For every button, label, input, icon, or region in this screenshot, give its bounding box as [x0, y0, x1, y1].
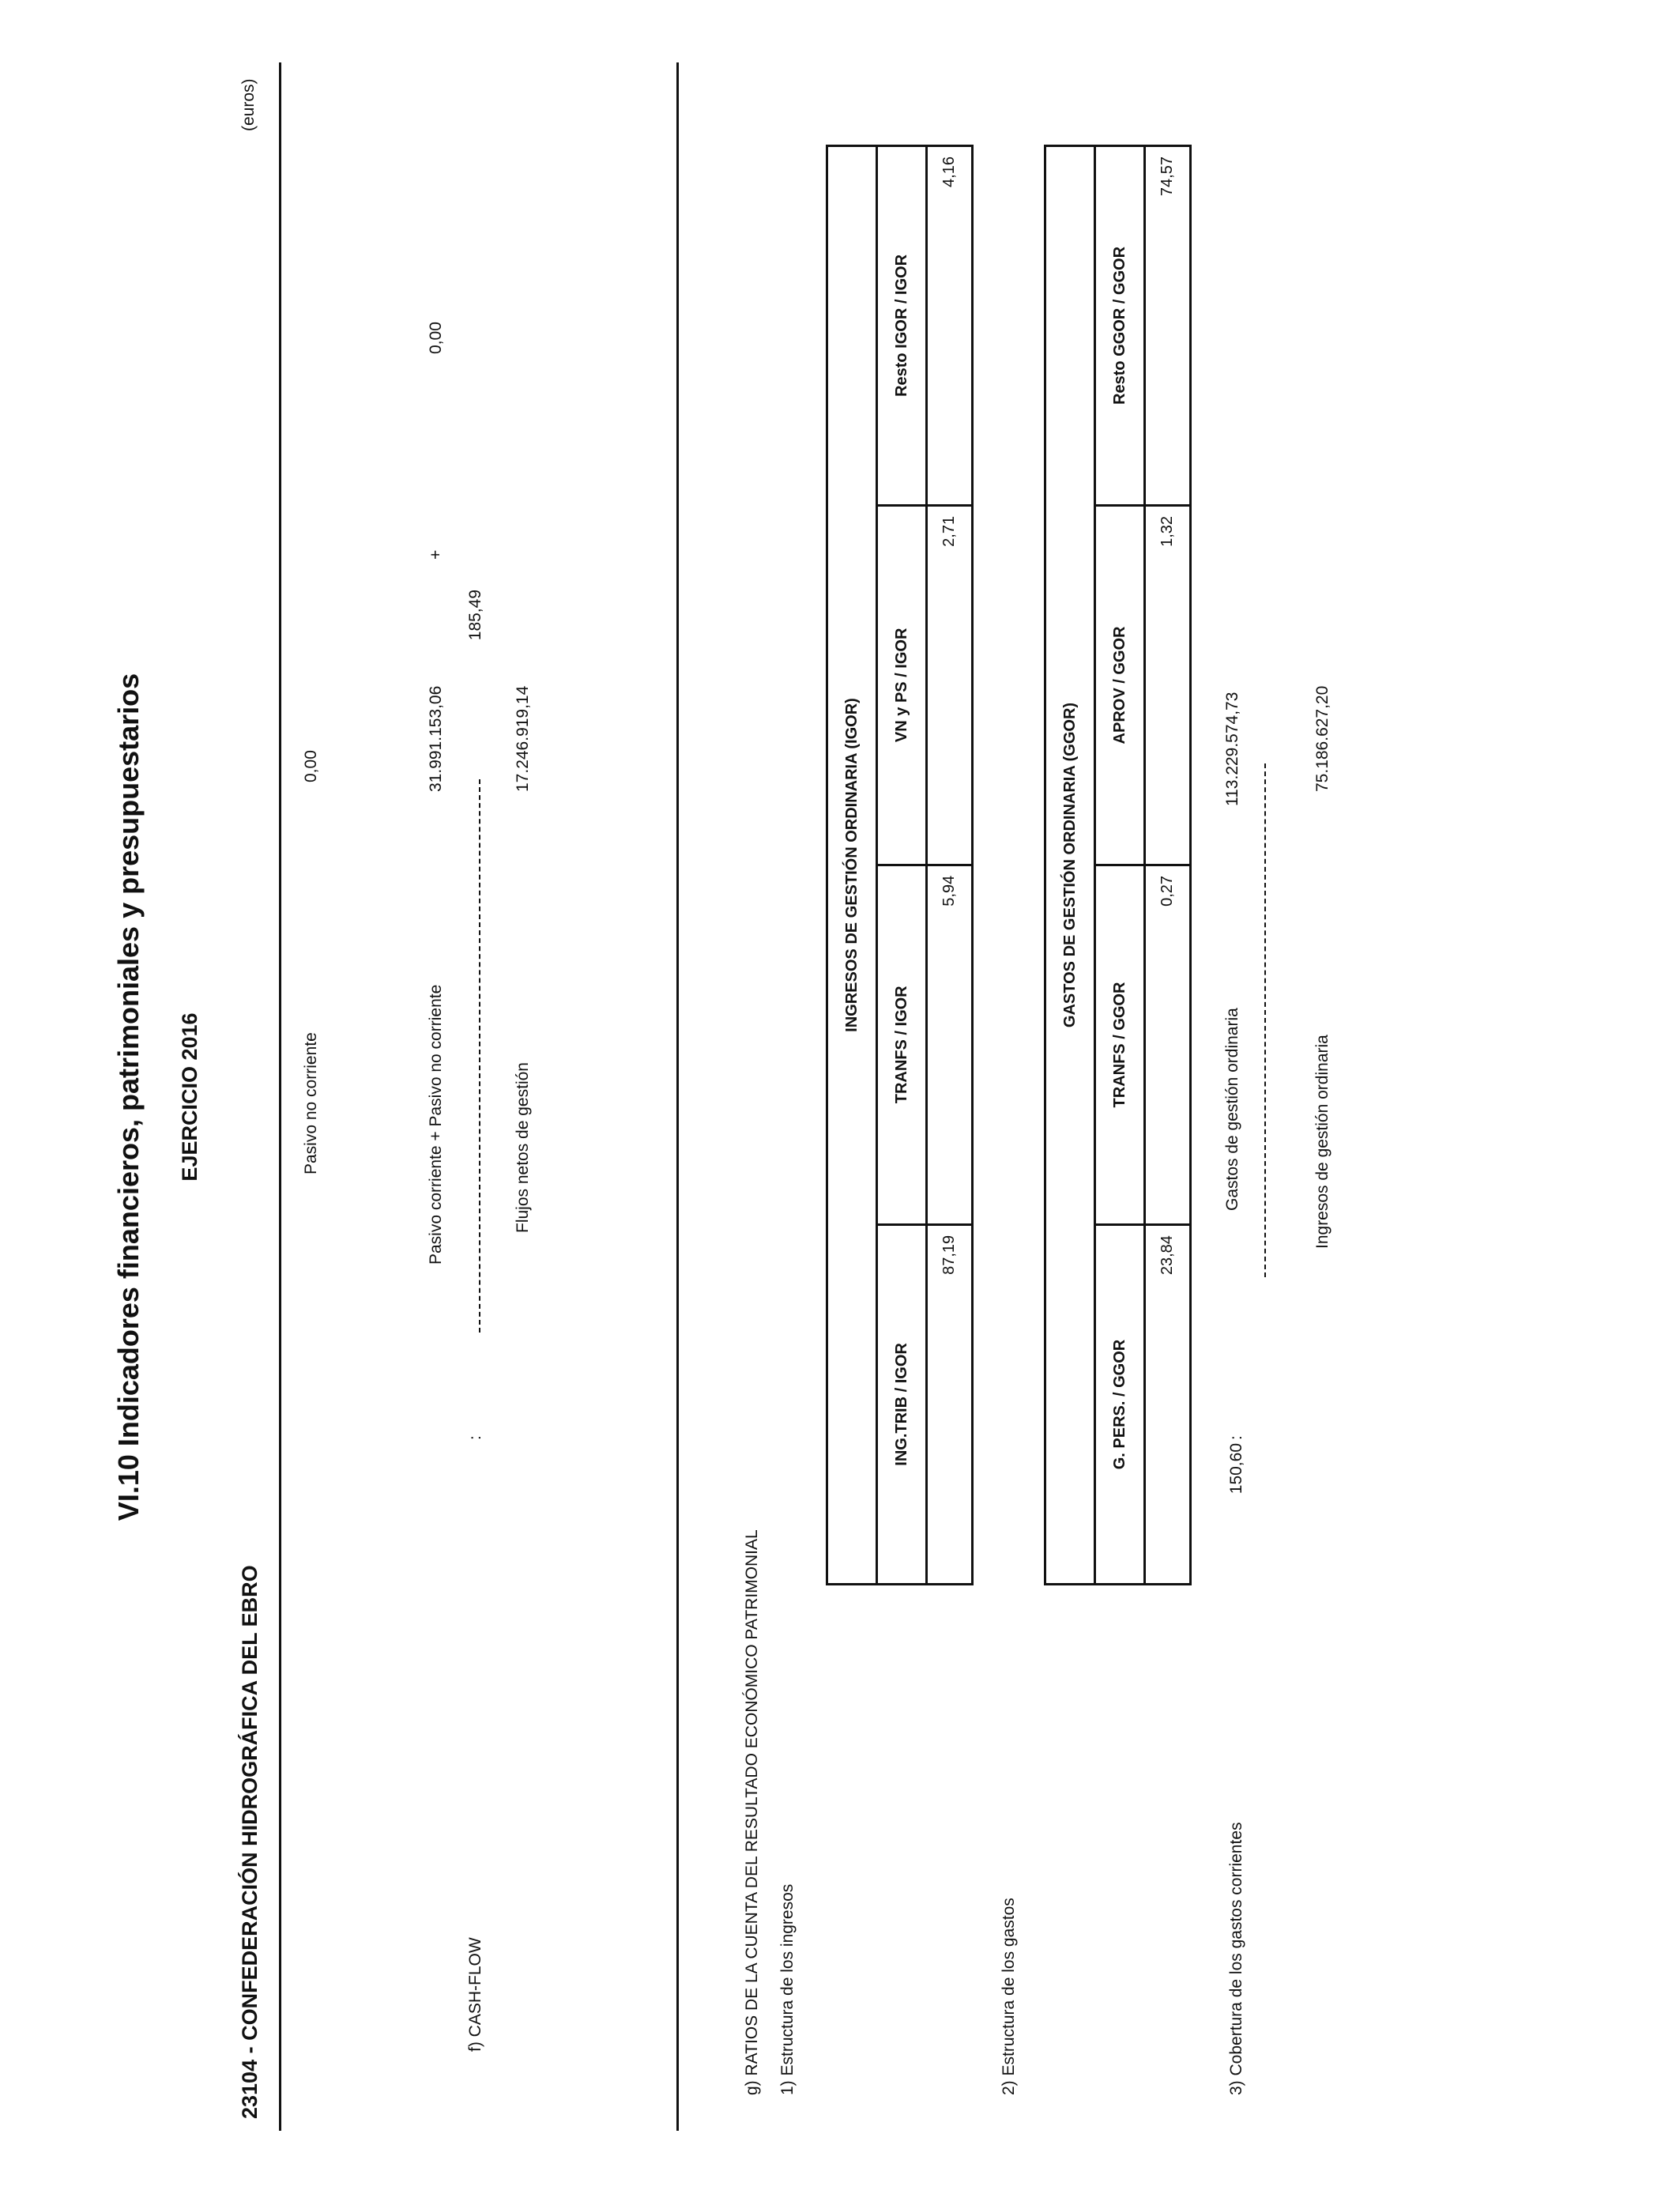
section-rule	[676, 62, 679, 2131]
cash-flow-numerator-label: Pasivo corriente + Pasivo no corriente	[427, 984, 445, 1265]
gastos-header: Resto GGOR / GGOR	[1095, 146, 1145, 506]
ejercicio-label: EJERCICIO 2016	[178, 1012, 202, 1182]
entity-name: 23104 - CONFEDERACIÓN HIDROGRÁFICA DEL EBRO	[238, 1565, 262, 2119]
pasivo-no-corriente-value: 0,00	[302, 750, 320, 782]
gastos-caption: GASTOS DE GESTIÓN ORDINARIA (GGOR)	[1045, 146, 1095, 1585]
gastos-structure-label: 2) Estructura de los gastos	[1000, 1898, 1018, 2095]
ingresos-table	[826, 145, 974, 1585]
gastos-value: 23,84	[1145, 1225, 1191, 1585]
cash-flow-second-value: 0,00	[427, 322, 445, 354]
gastos-header: TRANFS / GGOR	[1095, 865, 1145, 1224]
gastos-table	[1044, 145, 1192, 1585]
cobertura-colon: :	[1227, 1435, 1245, 1440]
cash-flow-colon: :	[466, 1435, 484, 1440]
cash-flow-plus: +	[427, 549, 445, 560]
gastos-value: 74,57	[1145, 146, 1191, 506]
cash-flow-fraction-line	[479, 779, 480, 1333]
cash-flow-result: 185,49	[466, 590, 484, 641]
page-title: VI.10 Indicadores financieros, patrimoniales y presupuestarios	[112, 673, 145, 1521]
cobertura-denominator-value: 75.186.627,20	[1313, 685, 1332, 792]
gastos-value: 0,27	[1145, 865, 1191, 1224]
ingresos-header: ING.TRIB / IGOR	[877, 1224, 927, 1584]
cobertura-label: 3) Cobertura de los gastos corrientes	[1227, 1822, 1245, 2095]
cobertura-denominator-label: Ingresos de gestión ordinaria	[1313, 1035, 1332, 1249]
units-label: (euros)	[239, 78, 258, 131]
gastos-header: G. PERS. / GGOR	[1095, 1225, 1145, 1585]
ingresos-value: 87,19	[927, 1224, 973, 1584]
section-g-title: g) RATIOS DE LA CUENTA DEL RESULTADO ECONÓMICO PATRIMONIAL	[743, 1529, 761, 2095]
header-rule	[279, 62, 281, 2131]
cash-flow-label: f) CASH-FLOW	[466, 1937, 484, 2052]
cash-flow-numerator-value: 31.991.153,06	[427, 685, 445, 792]
ingresos-structure-label: 1) Estructura de los ingresos	[778, 1883, 797, 2095]
pasivo-no-corriente-label: Pasivo no corriente	[302, 1032, 320, 1174]
cobertura-numerator-label: Gastos de gestión ordinaria	[1223, 1008, 1241, 1211]
ingresos-value: 2,71	[927, 505, 973, 865]
ingresos-header: VN y PS / IGOR	[877, 505, 927, 865]
ingresos-value: 4,16	[927, 146, 973, 506]
cobertura-result: 150,60	[1227, 1443, 1245, 1495]
ingresos-header: TRANFS / IGOR	[877, 865, 927, 1224]
cobertura-fraction-line	[1264, 763, 1266, 1277]
ingresos-caption: INGRESOS DE GESTIÓN ORDINARIA (IGOR)	[827, 146, 877, 1585]
gastos-value: 1,32	[1145, 505, 1191, 865]
ingresos-header: Resto IGOR / IGOR	[877, 146, 927, 506]
gastos-header: APROV / GGOR	[1095, 505, 1145, 865]
ingresos-value: 5,94	[927, 865, 973, 1224]
cash-flow-denominator-label: Flujos netos de gestión	[514, 1062, 532, 1233]
cobertura-numerator-value: 113.229.574,73	[1223, 692, 1241, 806]
cash-flow-denominator-value: 17.246.919,14	[514, 685, 532, 792]
